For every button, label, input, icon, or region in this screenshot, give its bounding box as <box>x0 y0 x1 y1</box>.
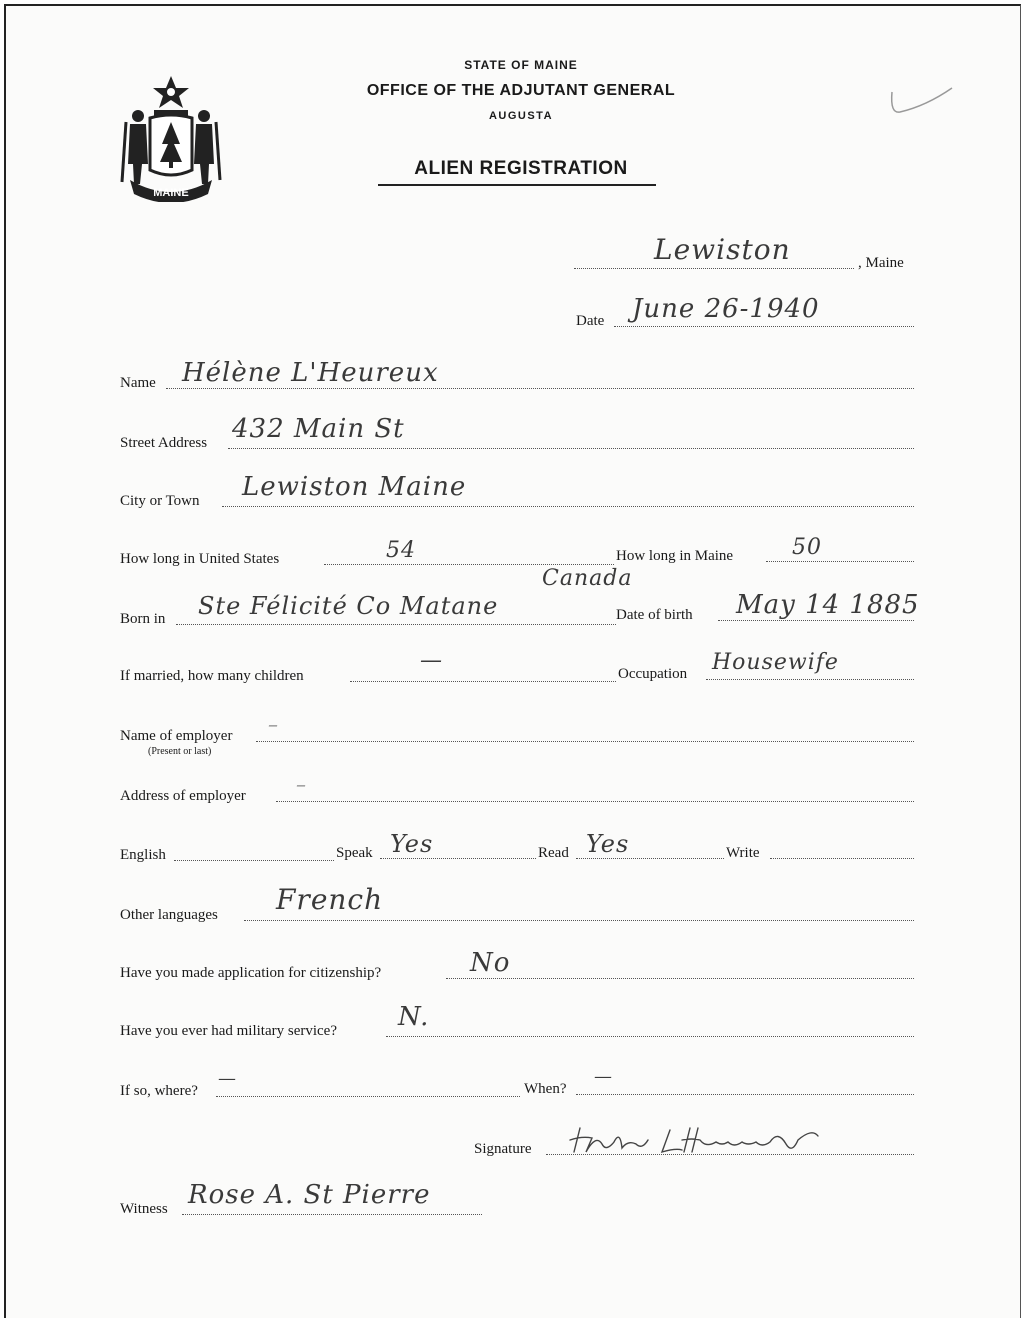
title-underline <box>378 184 656 186</box>
form-title: ALIEN REGISTRATION <box>414 158 628 179</box>
name-label: Name <box>120 375 156 391</box>
maine-suffix: , Maine <box>858 255 904 271</box>
employer-address-label: Address of employer <box>120 788 246 804</box>
signature-text: Hélène L'Heureux <box>566 1122 574 1123</box>
military-value: N. <box>398 1002 430 1032</box>
other-languages-line <box>244 920 914 921</box>
maine-state-seal-icon <box>116 72 226 202</box>
children-line <box>350 681 616 682</box>
date-of-birth-label: Date of birth <box>616 607 693 623</box>
how-long-us-value: 54 <box>386 538 416 563</box>
employer-sub-label: (Present or last) <box>148 746 212 757</box>
witness-value: Rose A. St Pierre <box>188 1180 431 1210</box>
where-value: — <box>218 1068 237 1089</box>
how-long-us-line <box>324 564 614 565</box>
born-in-label: Born in <box>120 611 166 627</box>
seal-text: MAINE <box>153 187 189 199</box>
street-value: 432 Main St <box>232 414 405 444</box>
witness-line <box>182 1214 482 1215</box>
name-value: Hélène L'Heureux <box>182 358 439 388</box>
date-of-birth-line <box>718 620 914 621</box>
when-line <box>576 1094 914 1095</box>
employer-address-value: – <box>296 772 307 796</box>
military-label: Have you ever had military service? <box>120 1023 337 1039</box>
children-value: — <box>420 648 443 673</box>
when-value: — <box>594 1066 613 1087</box>
english-label: English <box>120 847 166 863</box>
street-label: Street Address <box>120 435 208 451</box>
occupation-label: Occupation <box>618 666 688 682</box>
signature-image <box>566 1122 836 1160</box>
occupation-line <box>706 679 914 680</box>
speak-line <box>380 858 536 859</box>
street-line <box>228 448 914 449</box>
how-long-maine-value: 50 <box>792 535 822 560</box>
occupation-value: Housewife <box>712 650 839 675</box>
where-line <box>216 1096 520 1097</box>
how-long-us-label: How long in United States <box>120 551 280 567</box>
born-in-value: Ste Félicité Co Matane <box>198 592 499 620</box>
header-city: AUGUSTA <box>488 110 554 122</box>
read-line <box>576 858 724 859</box>
when-label: When? <box>524 1081 567 1097</box>
employer-address-line <box>276 801 914 802</box>
city-value: Lewiston Maine <box>242 472 467 502</box>
children-label: If married, how many children <box>120 668 304 684</box>
date-line <box>614 326 914 327</box>
witness-label: Witness <box>120 1201 168 1217</box>
how-long-maine-line <box>766 561 914 562</box>
write-line <box>770 858 914 859</box>
citizenship-value: No <box>470 948 511 978</box>
date-of-birth-value: May 14 1885 <box>736 590 920 620</box>
other-languages-value: French <box>276 883 384 916</box>
city-label: City or Town <box>120 493 200 509</box>
date-value: June 26-1940 <box>632 294 820 324</box>
check-mark-icon <box>886 84 956 124</box>
born-country-value: Canada <box>542 566 633 591</box>
employer-name-value: – <box>268 712 279 736</box>
date-label: Date <box>576 313 605 329</box>
read-value: Yes <box>586 830 630 858</box>
write-label: Write <box>726 845 760 861</box>
registration-form <box>4 4 1021 1318</box>
where-label: If so, where? <box>120 1083 198 1099</box>
town-line <box>574 268 854 269</box>
military-line <box>386 1036 914 1037</box>
born-in-line <box>176 624 616 625</box>
other-languages-label: Other languages <box>120 907 218 923</box>
city-line <box>222 506 914 507</box>
town-value: Lewiston <box>654 233 791 266</box>
english-line <box>174 860 334 861</box>
header-state: STATE OF MAINE <box>464 58 578 72</box>
speak-value: Yes <box>390 830 434 858</box>
name-line <box>166 388 914 389</box>
citizenship-line <box>446 978 914 979</box>
header-office: OFFICE OF THE ADJUTANT GENERAL <box>366 82 676 99</box>
how-long-maine-label: How long in Maine <box>616 548 734 564</box>
speak-label: Speak <box>336 845 373 861</box>
employer-name-label: Name of employer <box>120 728 233 744</box>
citizenship-label: Have you made application for citizenship? <box>120 965 382 981</box>
signature-label: Signature <box>474 1141 532 1157</box>
employer-name-line <box>256 741 914 742</box>
read-label: Read <box>538 845 569 861</box>
